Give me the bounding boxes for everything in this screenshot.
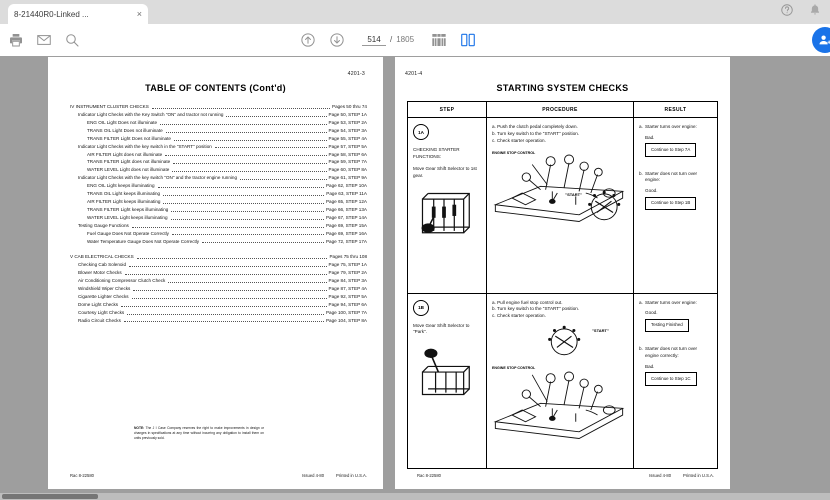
toc-entry[interactable] [70, 287, 367, 292]
result-item-b [639, 171, 712, 184]
result-letter: a. [639, 299, 643, 305]
toc-entry-label: Indicator Light Checks with the key switch "ON" and the tractor engine running [78, 175, 238, 181]
toc-entry[interactable] [70, 176, 367, 181]
two-page-view-icon[interactable] [460, 32, 476, 48]
step-cell [408, 294, 486, 469]
procedure-step-c: c. Check starter operation. [492, 313, 546, 319]
starting-system-checks-table [407, 101, 718, 469]
toc-entry-label: V CAB ELECTRICAL CHECKS [70, 254, 134, 260]
section-title: STARTING SYSTEM CHECKS [496, 83, 629, 93]
page-separator: / [390, 34, 393, 44]
toc-leader-dots [166, 131, 327, 133]
toc-leader-dots [163, 202, 324, 204]
toc-entry-page: Page 75, STEP 1A [328, 262, 367, 268]
toc-entry-page: Page 69, STEP 15A [325, 222, 367, 228]
toc-entry-page: Page 54, STEP 3A [328, 127, 367, 133]
toc-entry-page: Page 53, STEP 2A [328, 119, 367, 125]
search-icon[interactable] [64, 32, 80, 48]
toc-entry-page: Page 57, STEP 5A [328, 143, 367, 149]
toc-entry-label: Indicator Light Checks with the Key Switch "ON" and tractor not running [78, 112, 224, 117]
table-of-contents [70, 105, 367, 327]
toc-entry-page: Page 94, STEP 6A [328, 301, 367, 307]
toc-leader-dots [172, 170, 326, 172]
footer-printed-in: Printed in U.S.A. [683, 473, 714, 478]
engine-stop-control-label: ENGINE STOP CONTROL [492, 150, 536, 155]
result-letter: b. [639, 346, 643, 352]
table-header-row [408, 102, 717, 118]
toc-entry-label: AIR FILTER Light keeps illuminating [87, 198, 161, 204]
toc-leader-dots [127, 313, 324, 315]
toc-entry-label: WATER LEVEL Light does not illuminate [87, 167, 170, 173]
toc-entry-page: Page 63, STEP 11A [326, 191, 367, 197]
toc-entry-page: Page 84, STEP 3A [328, 278, 367, 284]
toc-entry[interactable] [70, 208, 367, 213]
toc-entry-label: Cigarette Lighter Checks [78, 293, 129, 299]
user-add-icon[interactable] [812, 27, 830, 53]
footer-issued-date: Issued 4-80 [302, 473, 325, 478]
toc-leader-dots [132, 297, 327, 299]
toc-entry-page: Page 59, STEP 7A [328, 159, 367, 165]
toc-entry-page: Page 55, STEP 4A [328, 135, 367, 141]
procedure-step-b: b. Turn key switch to the "START" position. [492, 306, 580, 312]
toc-leader-dots [202, 241, 324, 243]
control-console-illustration [492, 149, 628, 227]
page-folio-left: 4201-3 [347, 71, 365, 77]
toc-entry-label: TRANS FILTER Light keeps illuminating [87, 206, 169, 212]
toolbar-center-group [300, 24, 476, 56]
toc-entry-label: Testing Gauge Functions [78, 222, 129, 228]
toc-entry-label: Courtesy Light Checks [78, 309, 125, 315]
toc-leader-dots [173, 162, 326, 164]
toc-entry[interactable] [70, 240, 367, 245]
toc-entry-label: WATER LEVEL Light keeps illuminating [87, 214, 168, 220]
toc-entry-page: Pages 50 thru 74 [332, 104, 367, 109]
legal-note-body: The J I Case Company reserves the right to make improvements in design or changes in specifications at any time without incurring any obligation to install them on units previously sold. [134, 426, 264, 440]
toolbar-left-group [4, 24, 80, 56]
procedure-cell [486, 118, 634, 293]
toc-entry-label: TRANS FILTER Light Does not illuminate [87, 135, 171, 141]
result-letter: a. [639, 124, 643, 129]
toc-entry-page: Page 62, STEP 10A [325, 183, 367, 189]
toc-leader-dots [160, 123, 326, 125]
toc-leader-dots [137, 257, 328, 259]
continue-button[interactable]: Continue to Step 7A [645, 143, 696, 156]
step-badge: 1B [413, 300, 429, 316]
result-cell [634, 118, 717, 293]
gear-shift-park-diagram [413, 344, 481, 402]
toc-entry[interactable] [70, 160, 367, 165]
toc-entry-label: TRANS OIL Light Does not illuminate [87, 127, 163, 133]
step-cell [408, 118, 486, 293]
toc-entry-label: Water Temperature Gauge Does Not Operate Correctly [87, 238, 200, 244]
key-switch-diagram [584, 187, 626, 225]
arrow-up-circle-icon[interactable] [300, 32, 316, 48]
column-header-step: STEP [439, 106, 455, 113]
arrow-down-circle-icon[interactable] [329, 32, 345, 48]
result-item-b [639, 346, 712, 359]
toc-leader-dots [121, 305, 326, 307]
step-instruction: Move Gear Shift Selector to "Park". [413, 322, 470, 335]
start-position-label: "START" [592, 328, 609, 334]
legal-note-lead: NOTE: [134, 426, 145, 430]
toc-entry-label: TRANS OIL Light keeps illuminating [87, 191, 161, 197]
continue-button[interactable]: Continue to Step 1B [645, 197, 696, 210]
toc-entry[interactable] [70, 224, 367, 229]
toc-entry-page: Page 69, STEP 16A [325, 230, 367, 236]
toc-entry-page: Page 87, STEP 4A [328, 286, 367, 292]
toc-entry[interactable] [70, 121, 367, 126]
procedure-cell [486, 294, 634, 469]
toc-entry-label: AIR FILTER Light does not illuminate [87, 151, 163, 157]
page-folio-right: 4201-4 [405, 71, 423, 77]
toc-entry-page: Page 92, STEP 5A [328, 293, 367, 299]
toc-entry-page: Page 50, STEP 1A [328, 112, 367, 117]
table-row [408, 294, 717, 469]
toc-entry-label: Checking Cab Solenoid [78, 262, 127, 268]
page-number-input[interactable]: 514 [362, 35, 386, 46]
footer-issued-date: Issued 4-80 [649, 473, 672, 478]
toc-leader-dots [152, 107, 330, 109]
toc-entry-label: Fuel Gauge Does Not Operate Correctly [87, 230, 169, 236]
toc-entry[interactable] [70, 271, 367, 276]
toc-entry[interactable] [70, 192, 367, 197]
engine-stop-control-label: ENGINE STOP CONTROL [492, 366, 536, 371]
page-footer-right [417, 473, 714, 478]
toc-entry-page: Page 58, STEP 6A [328, 151, 367, 157]
toc-entry[interactable] [70, 303, 367, 308]
help-circle-icon[interactable] [780, 3, 794, 17]
continue-button[interactable]: Continue to Step 1C [645, 372, 697, 385]
toc-leader-dots [171, 218, 324, 220]
procedure-step-a: a. Pull engine fuel stop control out. [492, 299, 563, 305]
key-switch-illustration [492, 322, 628, 352]
procedure-step-c: c. Check starter operation. [492, 137, 546, 143]
toc-entry-label: Radio Circuit Checks [78, 317, 121, 323]
procedure-step-b: b. Turn key switch to the "START" position. [492, 130, 580, 136]
column-header-procedure: PROCEDURE [486, 102, 634, 117]
toc-entry[interactable] [70, 311, 367, 316]
toc-leader-dots [129, 265, 327, 267]
toc-entry-label: Blower Motor Checks [78, 270, 122, 276]
result-verdict: Good. [645, 188, 658, 193]
toc-entry-page: Page 72, STEP 17A [325, 238, 367, 244]
browser-tab-strip [0, 0, 830, 25]
email-icon[interactable] [36, 32, 52, 48]
toc-entry-label: Air Conditioning Compressor Clutch Check [78, 278, 166, 284]
toc-entry-page: Page 67, STEP 14A [325, 214, 367, 220]
close-icon[interactable]: × [136, 8, 142, 19]
horizontal-scrollbar[interactable] [0, 493, 830, 500]
toc-leader-dots [171, 210, 324, 212]
browser-tab-title: 8-21440R0-Linked ... [14, 9, 89, 19]
start-position-label: "START" [565, 191, 582, 197]
footer-form-number: Rac 8-22580 [417, 473, 441, 478]
toc-leader-dots [172, 233, 324, 235]
page-title: TABLE OF CONTENTS (Cont'd) [145, 83, 286, 93]
toc-entry-label: IV INSTRUMENT CLUSTER CHECKS [70, 104, 149, 109]
result-item-a [639, 300, 712, 307]
result-cell [634, 294, 717, 469]
column-header-result: RESULT [664, 106, 687, 113]
toc-leader-dots [132, 226, 324, 228]
toc-entry[interactable] [70, 137, 367, 142]
gear-shift-gate-diagram [413, 186, 481, 244]
page-indicator [362, 35, 414, 46]
toc-entry[interactable] [70, 232, 367, 237]
toc-entry-page: Page 61, STEP 9A [328, 175, 367, 181]
result-text: Starter does not turn over engine correctly: [645, 346, 698, 358]
footer-form-number: Rac 8-22580 [70, 473, 94, 478]
toc-entry[interactable] [70, 255, 367, 260]
toc-leader-dots [226, 115, 326, 117]
toc-entry-page: Pages 75 thru 108 [329, 254, 367, 260]
result-text: Starter does not turn over engine: [645, 170, 698, 183]
toc-entry-label: TRANS FILTER Light does not illuminate [87, 159, 171, 165]
viewer-toolbar [0, 24, 830, 57]
toc-entry-page: Page 79, STEP 2A [328, 270, 367, 276]
toc-leader-dots [240, 178, 326, 180]
toc-leader-dots [124, 320, 324, 322]
toc-entry[interactable] [70, 295, 367, 300]
toc-leader-dots [158, 186, 324, 188]
toc-entry-label: ENG OIL Light keeps illuminating [87, 183, 155, 189]
toc-entry[interactable] [70, 113, 367, 118]
toc-leader-dots [165, 154, 326, 156]
toc-leader-dots [125, 273, 327, 275]
result-verdict: Bad. [645, 363, 655, 369]
toc-entry[interactable] [70, 153, 367, 158]
page-footer-left [70, 473, 367, 478]
toc-entry-page: Page 104, STEP 8A [325, 317, 367, 323]
thumbnail-grid-icon[interactable] [431, 32, 447, 48]
result-text: Starter turns over engine: [645, 124, 697, 129]
result-letter: b. [639, 170, 643, 176]
legal-note [134, 426, 264, 441]
total-pages-label: 1805 [396, 34, 415, 44]
table-row [408, 118, 717, 294]
toc-entry[interactable] [70, 319, 367, 324]
toc-entry-label: ENG OIL Light Does not illuminate [87, 119, 158, 125]
step-heading: CHECKING STARTER FUNCTIONS: [413, 147, 460, 159]
toc-entry[interactable] [70, 200, 367, 205]
toc-entry[interactable] [70, 105, 367, 110]
toc-entry-label: Dome Light Checks [78, 301, 119, 307]
toc-entry[interactable] [70, 145, 367, 150]
toc-entry-page: Page 65, STEP 12A [325, 198, 367, 204]
toc-entry-label: Indicator Light Checks with the key switch in the "START" position [78, 143, 212, 149]
toc-leader-dots [133, 289, 326, 291]
pdf-page-left [48, 57, 383, 489]
step-instruction: Move Gear Shift Selector to 1st gear. [413, 166, 477, 178]
toc-leader-dots [215, 146, 327, 148]
toc-entry-page: Page 66, STEP 13A [325, 206, 367, 212]
toc-entry[interactable] [70, 279, 367, 284]
result-text: Starter turns over engine: [645, 299, 697, 305]
toc-entry-page: Page 100, STEP 7A [325, 309, 367, 315]
scrollbar-thumb[interactable] [2, 494, 98, 499]
result-item-a [639, 124, 712, 131]
toc-entry[interactable] [70, 184, 367, 189]
browser-tab[interactable] [8, 4, 148, 24]
toc-entry-label: Windshield Wiper Checks [78, 286, 131, 292]
control-console-illustration [492, 366, 628, 444]
toc-entry[interactable] [70, 168, 367, 173]
result-verdict: Bad. [645, 134, 655, 140]
toc-entry[interactable] [70, 263, 367, 268]
result-verdict: Good. [645, 310, 658, 316]
testing-finished-button[interactable]: Testing Finished [645, 319, 689, 332]
toc-entry[interactable] [70, 216, 367, 221]
procedure-step-a: a. Push the clutch pedal completely down. [492, 124, 578, 129]
step-badge: 1A [413, 124, 429, 140]
pdf-viewer-canvas[interactable] [0, 56, 830, 500]
chrome-actions [780, 3, 822, 17]
toc-leader-dots [174, 139, 327, 141]
bell-icon[interactable] [808, 3, 822, 17]
toc-entry[interactable] [70, 129, 367, 134]
toc-leader-dots [163, 194, 324, 196]
pdf-page-right [395, 57, 730, 489]
toc-leader-dots [168, 281, 326, 283]
footer-printed-in: Printed in U.S.A. [336, 473, 367, 478]
print-icon[interactable] [8, 32, 24, 48]
toc-entry-page: Page 60, STEP 8A [328, 167, 367, 173]
